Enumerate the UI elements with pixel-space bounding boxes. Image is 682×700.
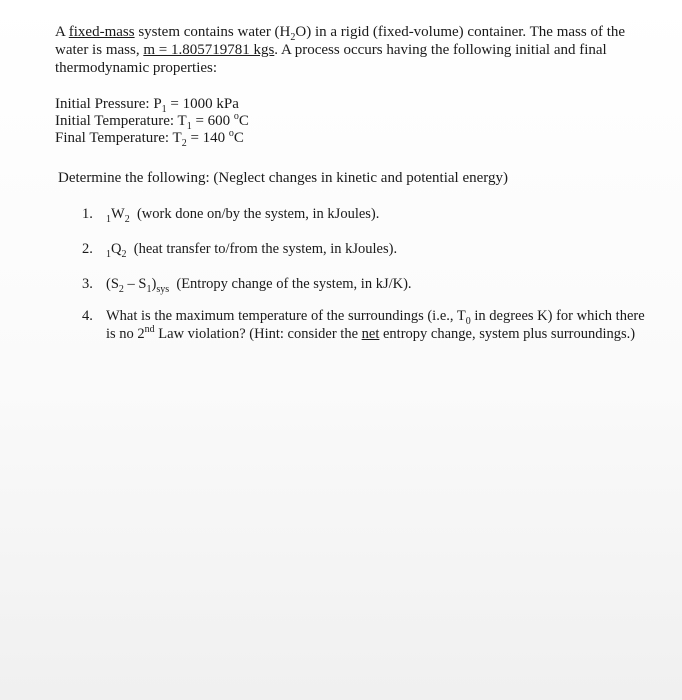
- question-text: [106, 307, 652, 343]
- question-number: 4.: [82, 308, 93, 324]
- subscript: 2: [124, 213, 130, 225]
- symbol: ): [151, 276, 157, 292]
- question-text: (Entropy change of the system, in kJ/K).: [169, 276, 412, 292]
- degree: o: [228, 128, 234, 139]
- subscript: 2: [121, 248, 127, 260]
- net-term: net: [361, 326, 380, 342]
- intro-paragraph: [55, 23, 655, 77]
- superscript: nd: [144, 324, 155, 336]
- value: = 600: [191, 113, 234, 129]
- question-text: (heat transfer to/from the system, in kJoules).: [126, 241, 398, 257]
- subscript: 1: [146, 283, 152, 295]
- question-text: (work done on/by the system, in kJoules).: [129, 206, 380, 222]
- subscript: 2: [118, 283, 124, 295]
- symbol: Q: [111, 241, 122, 257]
- initial-pressure: [55, 96, 249, 113]
- question-3: [82, 275, 412, 293]
- question-1: [82, 205, 379, 223]
- unit: C: [233, 130, 244, 146]
- question-number: 3.: [82, 276, 93, 292]
- fixed-mass-term: fixed-mass: [68, 24, 135, 40]
- question-2: [82, 240, 397, 258]
- subscript: 0: [465, 315, 471, 327]
- symbol: W: [111, 206, 125, 222]
- subscript: 1: [161, 104, 167, 115]
- degree: o: [233, 111, 239, 122]
- symbol: – S: [123, 276, 147, 292]
- final-temperature: [55, 130, 249, 147]
- text-part: What is the maximum temperature of the surroundings (i.e., T: [106, 308, 466, 324]
- value: = 140: [186, 130, 229, 146]
- value: = 1000 kPa: [166, 96, 239, 112]
- subscript: 2: [290, 32, 296, 43]
- label: Initial Temperature: T: [55, 113, 187, 129]
- subscript: 1: [106, 248, 111, 260]
- text-part: in degrees K) for which there is no 2: [106, 308, 645, 342]
- label: Final Temperature: T: [55, 130, 182, 146]
- text-part: Law violation? (Hint: consider the: [154, 326, 362, 342]
- question-4: [82, 307, 652, 343]
- subscript: sys: [156, 283, 170, 295]
- intro-text: system contains water (H: [134, 24, 291, 40]
- intro-text: . A process occurs having the following initial and final thermodynamic properties:: [55, 42, 607, 76]
- subscript: 1: [106, 213, 111, 225]
- question-number: 2.: [82, 241, 93, 257]
- initial-temperature: [55, 113, 249, 130]
- subscript: 2: [181, 138, 187, 149]
- label: Initial Pressure: P: [55, 96, 162, 112]
- subscript: 1: [186, 121, 192, 132]
- question-number: 1.: [82, 206, 93, 222]
- intro-text: A: [55, 24, 69, 40]
- symbol: (S: [106, 276, 119, 292]
- mass-value: m = 1.805719781 kgs: [143, 42, 275, 58]
- text-part: entropy change, system plus surroundings.): [379, 326, 636, 342]
- determine-heading: Determine the following: (Neglect changes in kinetic and potential energy): [58, 170, 508, 186]
- properties-list: [55, 96, 249, 147]
- intro-text: O) in a rigid (fixed-volume) container. The mass of the water is mass,: [55, 24, 626, 58]
- unit: C: [238, 113, 249, 129]
